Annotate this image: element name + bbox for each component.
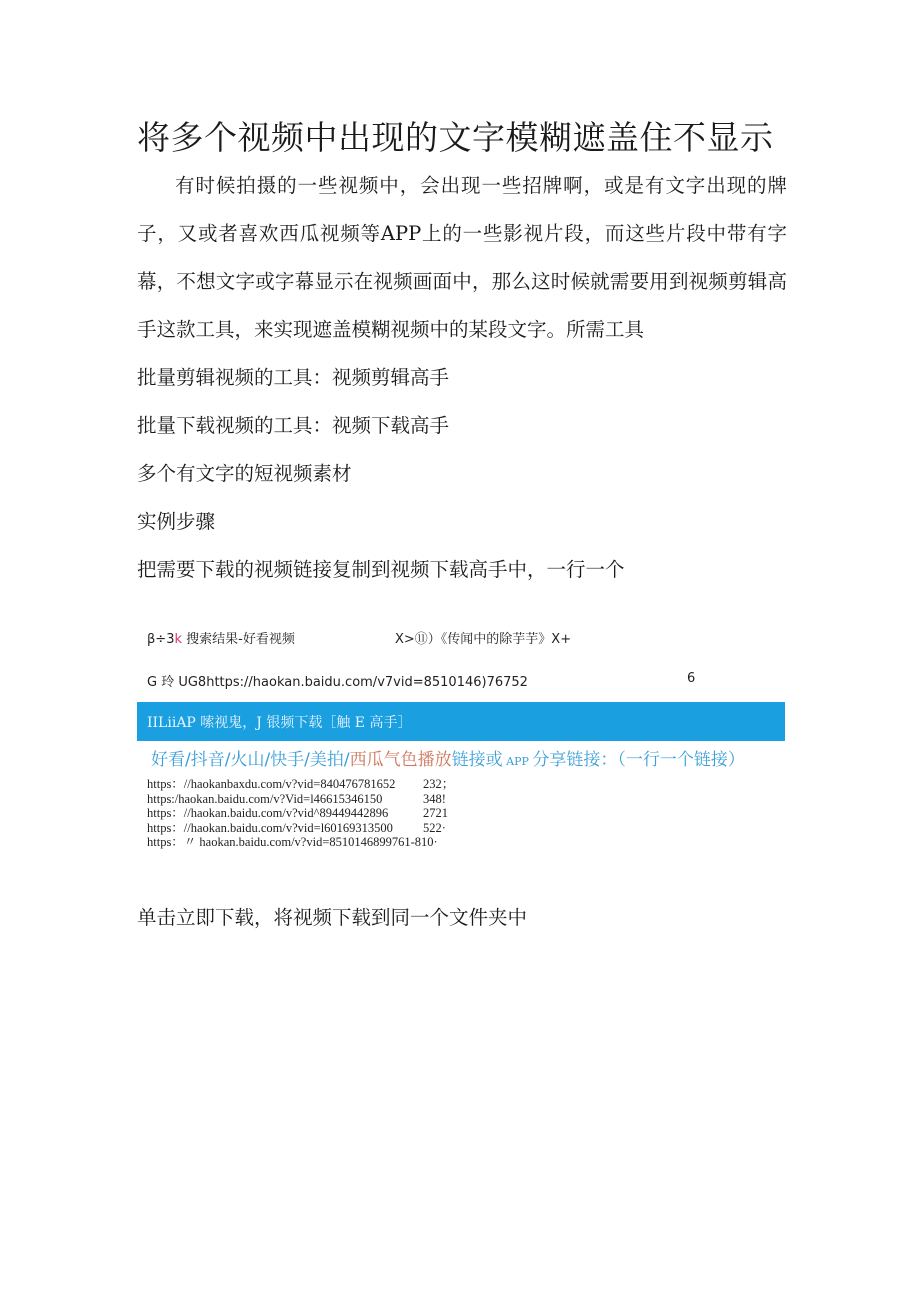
link-row <box>147 821 477 836</box>
link-row <box>147 806 477 821</box>
instruction-xigua: 西瓜气色播放 <box>349 750 452 770</box>
step2-line: 单击立即下载，将视频下载到同一个文件夹中 <box>137 906 528 929</box>
intro-text: 有时候拍摄的一些视频中，会出现一些招牌啊，或是有文字出现的牌子，又或者喜欢西瓜视频等APP上的一些影视片段，而这些片段中带有字幕，不想文字或字幕显示在视频画面中，那么这时候就需要用到视频剪辑高手这款工具，来实现遮盖模糊视频中的某段文字。所需工具 <box>137 174 787 341</box>
banner-text: IILiiAP 嗦视鬼，J 银频下载［触 E 高手］ <box>147 715 412 731</box>
steps-heading: 实例步骤 <box>137 510 216 533</box>
link-url: https：〃 haokan.baidu.com/v?vid=8510146899761-810· <box>147 835 438 849</box>
document-title: 将多个视频中出现的文字模糊遮盖住不显示 <box>137 118 774 157</box>
tab-k-mark: k <box>174 632 182 647</box>
link-url: https：//haokanbaxdu.com/v?vid=840476781652 <box>147 777 396 791</box>
tab-close-icon[interactable]: X <box>395 632 404 647</box>
browser-tab-search[interactable] <box>147 628 295 647</box>
address-count: 6 <box>687 671 696 686</box>
step1-line: 把需要下载的视频链接复制到视频下载高手中，一行一个 <box>137 558 625 581</box>
link-url: https:/haokan.baidu.com/v?Vid=l46615346150 <box>147 791 383 806</box>
tool-edit-line: 批量剪辑视频的工具：视频剪辑高手 <box>137 366 450 389</box>
tool-download-line: 批量下载视频的工具：视频下载高手 <box>137 414 450 437</box>
link-row <box>147 777 477 792</box>
link-instruction <box>151 745 745 770</box>
instruction-share: 分享链接：（一行一个链接） <box>532 750 745 770</box>
link-num: 232； <box>423 777 455 791</box>
link-num: 348! <box>423 791 446 806</box>
tab-title: 搜索结果-好看视频 <box>182 632 295 647</box>
browser-tab-video[interactable] <box>395 628 571 647</box>
instruction-platforms: 好看/抖音/火山/快手/美拍/ <box>151 750 350 770</box>
link-input-area[interactable] <box>147 777 477 850</box>
app-screenshot <box>137 622 785 852</box>
link-num: 522· <box>423 820 446 835</box>
link-row <box>147 835 477 850</box>
link-num: 2721 <box>423 806 448 820</box>
intro-paragraph <box>137 162 787 354</box>
app-title-banner <box>137 702 785 741</box>
link-url: https：//haokan.baidu.com/v?vid^89449442896 <box>147 806 389 820</box>
link-url: https：//haokan.baidu.com/v?vid=l60169313500 <box>147 820 393 835</box>
link-row <box>147 792 477 807</box>
material-line: 多个有文字的短视频素材 <box>137 462 352 485</box>
instruction-link-or: 链接或 <box>451 750 503 770</box>
instruction-app: APP <box>502 755 533 768</box>
tab-prefix: β÷3 <box>147 632 175 647</box>
address-bar[interactable]: G 玲 UG8https://haokan.baidu.com/v7vid=8510146)76752 <box>147 675 528 690</box>
tab-video-title: >⑪）《传闻中的除芋芋》X+ <box>403 632 572 647</box>
